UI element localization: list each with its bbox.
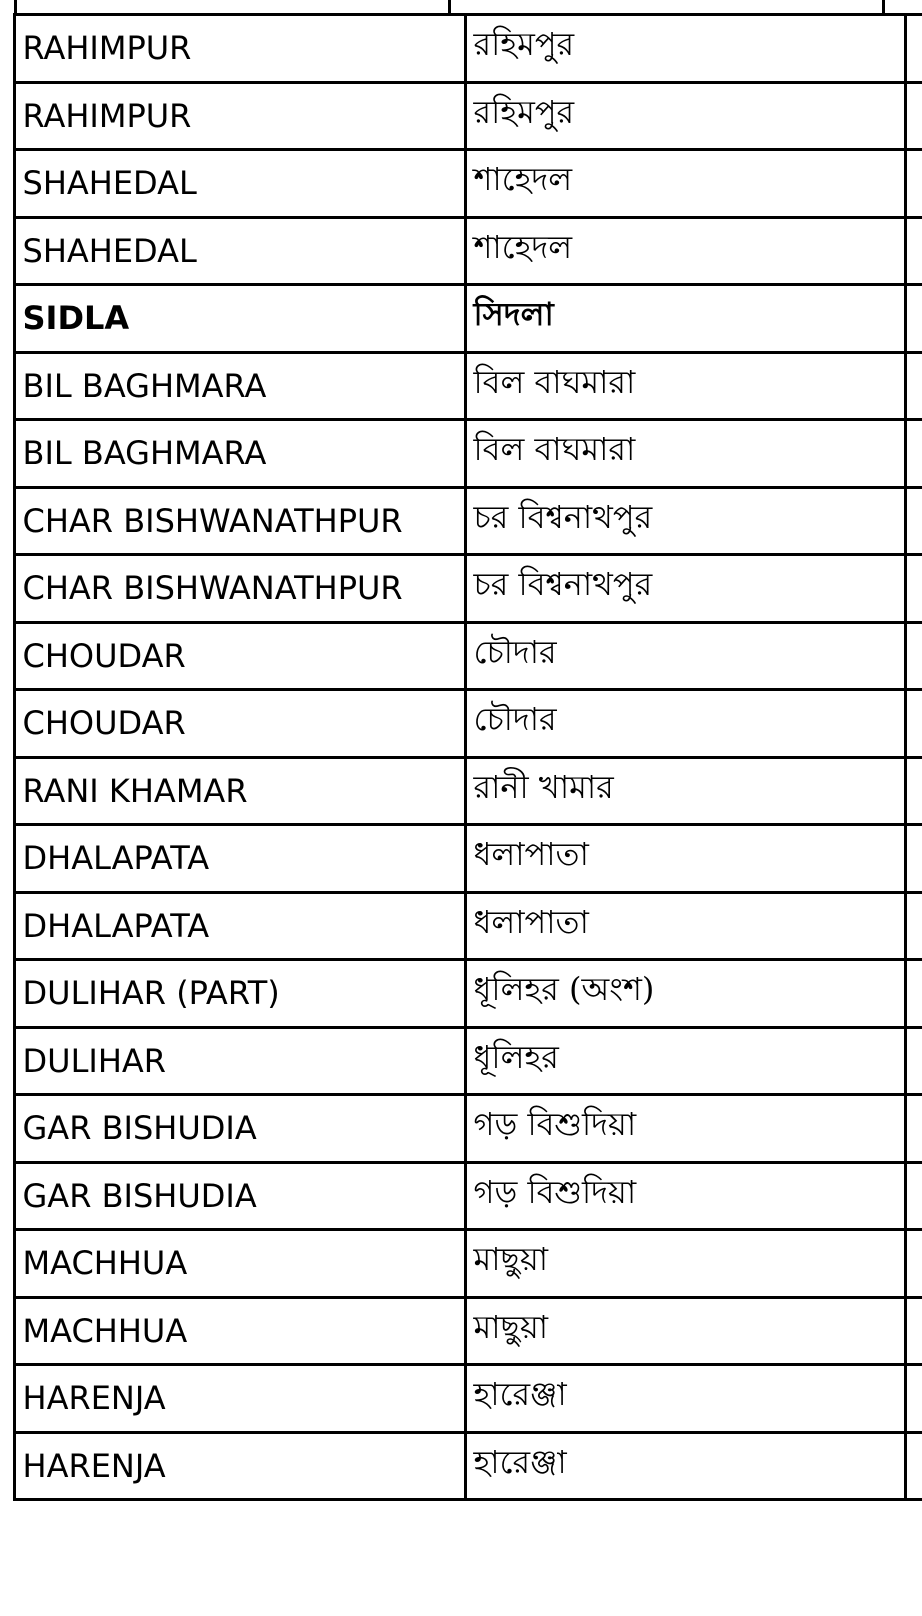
row-right-margin-cell: [905, 352, 922, 420]
row-right-margin-cell: [905, 1162, 922, 1230]
row-left-margin-cell: [0, 487, 14, 555]
row-right-margin-cell: [905, 1432, 922, 1500]
table-row: [0, 1162, 922, 1230]
bengali-name-cell: শাহেদল: [465, 217, 905, 285]
english-name-cell: RAHIMPUR: [14, 82, 465, 150]
table-row: [0, 825, 922, 893]
table-top-edge: [0, 0, 922, 13]
row-right-margin-cell: [905, 82, 922, 150]
table-row: [0, 420, 922, 488]
row-right-margin-cell: [905, 555, 922, 623]
row-right-margin-cell: [905, 1230, 922, 1298]
row-left-margin-cell: [0, 690, 14, 758]
english-name-cell: CHAR BISHWANATHPUR: [14, 487, 465, 555]
row-left-margin-cell: [0, 555, 14, 623]
bengali-name-cell: রহিমপুর: [465, 82, 905, 150]
row-left-margin-cell: [0, 1365, 14, 1433]
row-left-margin-cell: [0, 217, 14, 285]
table-body: [0, 15, 922, 1500]
column-divider: [448, 0, 451, 13]
english-name-cell: RANI KHAMAR: [14, 757, 465, 825]
bengali-name-cell: চর বিশ্বনাথপুর: [465, 555, 905, 623]
english-name-cell: MACHHUA: [14, 1297, 465, 1365]
bengali-name-cell: চর বিশ্বনাথপুর: [465, 487, 905, 555]
table-row: [0, 1027, 922, 1095]
row-right-margin-cell: [905, 487, 922, 555]
table-row: [0, 757, 922, 825]
bengali-name-cell: রানী খামার: [465, 757, 905, 825]
row-right-margin-cell: [905, 217, 922, 285]
row-left-margin-cell: [0, 1162, 14, 1230]
bengali-name-cell: হারেঞ্জা: [465, 1432, 905, 1500]
table-row: [0, 352, 922, 420]
table-row: [0, 150, 922, 218]
bengali-name-cell: গড় বিশুদিয়া: [465, 1162, 905, 1230]
table-row: [0, 960, 922, 1028]
row-left-margin-cell: [0, 825, 14, 893]
table-row: [0, 690, 922, 758]
table-row: [0, 892, 922, 960]
english-name-cell: CHOUDAR: [14, 622, 465, 690]
table-row: [0, 1432, 922, 1500]
bengali-name-cell: চৌদার: [465, 690, 905, 758]
row-left-margin-cell: [0, 352, 14, 420]
row-left-margin-cell: [0, 1297, 14, 1365]
english-name-cell: HARENJA: [14, 1365, 465, 1433]
bengali-name-cell: শাহেদল: [465, 150, 905, 218]
bengali-name-cell: বিল বাঘমারা: [465, 420, 905, 488]
english-name-cell: GAR BISHUDIA: [14, 1095, 465, 1163]
row-left-margin-cell: [0, 285, 14, 353]
place-name-table: [0, 13, 922, 1501]
english-name-cell: HARENJA: [14, 1432, 465, 1500]
english-name-cell: SHAHEDAL: [14, 217, 465, 285]
english-name-cell: BIL BAGHMARA: [14, 420, 465, 488]
english-name-cell: BIL BAGHMARA: [14, 352, 465, 420]
english-name-cell: SIDLA: [14, 285, 465, 353]
row-left-margin-cell: [0, 892, 14, 960]
bengali-name-cell: হারেঞ্জা: [465, 1365, 905, 1433]
table-row: [0, 1297, 922, 1365]
table-row: [0, 1095, 922, 1163]
row-left-margin-cell: [0, 1027, 14, 1095]
row-left-margin-cell: [0, 420, 14, 488]
table-row: [0, 285, 922, 353]
bengali-name-cell: ধূলিহর (অংশ): [465, 960, 905, 1028]
bengali-name-cell: বিল বাঘমারা: [465, 352, 905, 420]
table-row: [0, 622, 922, 690]
row-left-margin-cell: [0, 1432, 14, 1500]
english-name-cell: GAR BISHUDIA: [14, 1162, 465, 1230]
row-left-margin-cell: [0, 757, 14, 825]
column-divider: [14, 0, 17, 13]
table-row: [0, 82, 922, 150]
english-name-cell: DULIHAR (PART): [14, 960, 465, 1028]
row-right-margin-cell: [905, 15, 922, 83]
english-name-cell: CHAR BISHWANATHPUR: [14, 555, 465, 623]
table-row: [0, 1365, 922, 1433]
row-right-margin-cell: [905, 1365, 922, 1433]
english-name-cell: DULIHAR: [14, 1027, 465, 1095]
bengali-name-cell: সিদলা: [465, 285, 905, 353]
row-right-margin-cell: [905, 690, 922, 758]
english-name-cell: MACHHUA: [14, 1230, 465, 1298]
row-right-margin-cell: [905, 1297, 922, 1365]
table-row: [0, 217, 922, 285]
row-right-margin-cell: [905, 285, 922, 353]
bengali-name-cell: মাছুয়া: [465, 1297, 905, 1365]
table-row: [0, 1230, 922, 1298]
table-row: [0, 555, 922, 623]
english-name-cell: CHOUDAR: [14, 690, 465, 758]
bengali-name-cell: রহিমপুর: [465, 15, 905, 83]
bengali-name-cell: ধলাপাতা: [465, 825, 905, 893]
row-left-margin-cell: [0, 15, 14, 83]
row-right-margin-cell: [905, 150, 922, 218]
row-left-margin-cell: [0, 1230, 14, 1298]
row-right-margin-cell: [905, 825, 922, 893]
row-right-margin-cell: [905, 1027, 922, 1095]
row-left-margin-cell: [0, 1095, 14, 1163]
row-right-margin-cell: [905, 757, 922, 825]
english-name-cell: SHAHEDAL: [14, 150, 465, 218]
row-left-margin-cell: [0, 960, 14, 1028]
column-divider: [882, 0, 885, 13]
row-right-margin-cell: [905, 1095, 922, 1163]
row-right-margin-cell: [905, 892, 922, 960]
row-left-margin-cell: [0, 82, 14, 150]
row-left-margin-cell: [0, 622, 14, 690]
bengali-name-cell: ধলাপাতা: [465, 892, 905, 960]
table-row: [0, 487, 922, 555]
bengali-name-cell: গড় বিশুদিয়া: [465, 1095, 905, 1163]
table-row: [0, 15, 922, 83]
row-left-margin-cell: [0, 150, 14, 218]
bengali-name-cell: চৌদার: [465, 622, 905, 690]
row-right-margin-cell: [905, 622, 922, 690]
english-name-cell: DHALAPATA: [14, 825, 465, 893]
english-name-cell: RAHIMPUR: [14, 15, 465, 83]
bengali-name-cell: ধূলিহর: [465, 1027, 905, 1095]
row-right-margin-cell: [905, 420, 922, 488]
bengali-name-cell: মাছুয়া: [465, 1230, 905, 1298]
row-right-margin-cell: [905, 960, 922, 1028]
english-name-cell: DHALAPATA: [14, 892, 465, 960]
